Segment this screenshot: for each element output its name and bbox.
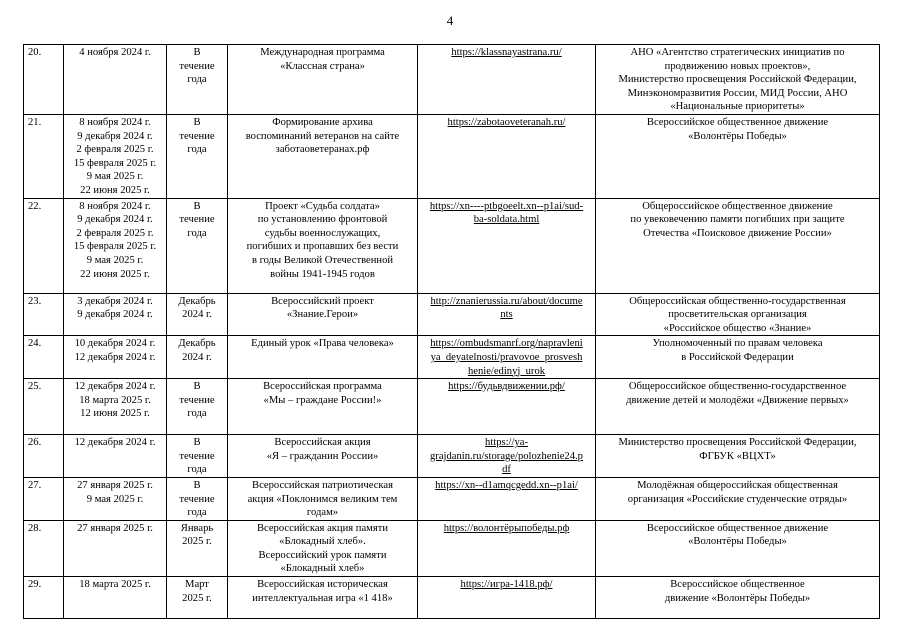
events-table bbox=[23, 44, 880, 619]
period-cell bbox=[167, 198, 228, 293]
text-line: Всероссийский проект bbox=[271, 295, 374, 307]
link-text-line[interactable]: df bbox=[502, 464, 511, 476]
text-line: 15 февраля 2025 г. bbox=[73, 241, 157, 253]
text-line: 8 ноября 2024 г. bbox=[79, 200, 151, 212]
text-line: «Волонтёры Победы» bbox=[688, 536, 787, 548]
text-line: воспоминаний ветеранов на сайте bbox=[245, 130, 400, 142]
text-line: Международная программа bbox=[260, 47, 385, 58]
text-line: течение bbox=[179, 130, 215, 142]
text-line: течение bbox=[179, 394, 215, 406]
link-text-line[interactable]: https://ombudsmanrf.org/napravleni bbox=[430, 338, 583, 350]
text-line: интеллектуальная игра «1 418» bbox=[252, 592, 393, 604]
website-link-cell[interactable] bbox=[418, 198, 596, 293]
period-cell bbox=[167, 577, 228, 619]
link-text-line[interactable]: https://ya- bbox=[485, 437, 528, 449]
text-line: В bbox=[193, 47, 201, 58]
dates-cell bbox=[64, 336, 167, 379]
text-line: 2024 г. bbox=[182, 351, 212, 363]
text-line: годам» bbox=[306, 507, 339, 519]
event-name-cell bbox=[228, 115, 418, 199]
text-line: Всероссийская программа bbox=[263, 381, 382, 393]
dates-cell bbox=[64, 293, 167, 336]
text-line: года bbox=[187, 408, 207, 420]
link-text-line[interactable]: https://xn----ptbgoeelt.xn--p1ai/sud- bbox=[429, 200, 584, 212]
organizer-cell bbox=[596, 115, 880, 199]
text-line: 2025 г. bbox=[182, 536, 212, 548]
text-line: Всероссийская патриотическая bbox=[252, 479, 393, 491]
table-row bbox=[24, 379, 880, 435]
text-line: 2025 г. bbox=[182, 592, 212, 604]
table-row bbox=[24, 336, 880, 379]
text-line: 12 декабря 2024 г. bbox=[74, 351, 156, 363]
text-line: года bbox=[187, 464, 207, 476]
organizer-cell bbox=[596, 435, 880, 478]
period-cell bbox=[167, 45, 228, 115]
link-text-line[interactable]: henie/edinyj_urok bbox=[467, 365, 546, 377]
text-line: В bbox=[193, 437, 201, 449]
text-line: 3 декабря 2024 г. bbox=[77, 295, 153, 307]
row-number-cell: 27. bbox=[24, 477, 64, 520]
text-line: года bbox=[187, 144, 207, 156]
dates-cell bbox=[64, 577, 167, 619]
row-number-cell: 20. bbox=[24, 45, 64, 115]
text-line: 15 февраля 2025 г. bbox=[73, 157, 157, 169]
text-line: Молодёжная общероссийская общественная bbox=[637, 479, 838, 491]
text-line: 2024 г. bbox=[182, 309, 212, 321]
row-number-cell: 26. bbox=[24, 435, 64, 478]
text-line: Январь bbox=[180, 522, 214, 534]
event-name-cell bbox=[228, 577, 418, 619]
text-line: 2 февраля 2025 г. bbox=[76, 227, 154, 239]
event-name-cell bbox=[228, 379, 418, 435]
text-line: 8 ноября 2024 г. bbox=[79, 117, 151, 128]
text-line: 9 декабря 2024 г. bbox=[77, 130, 153, 142]
link-text-line[interactable]: https://zabotaoveteranah.ru/ bbox=[447, 117, 566, 128]
text-line: в Российской Федерации bbox=[681, 351, 794, 363]
link-text-line[interactable]: nts bbox=[500, 309, 513, 321]
link-text-line[interactable]: https://xn--d1amqcgedd.xn--p1ai/ bbox=[435, 479, 578, 491]
text-line: 9 декабря 2024 г. bbox=[77, 309, 153, 321]
text-line: 27 января 2025 г. bbox=[77, 479, 153, 491]
organizer-cell bbox=[596, 477, 880, 520]
text-line: В bbox=[193, 381, 201, 393]
text-line: Формирование архива bbox=[272, 117, 373, 128]
text-line: войны 1941-1945 годов bbox=[270, 268, 375, 280]
text-line: В bbox=[193, 117, 201, 128]
text-line: судьбы военнослужащих, bbox=[264, 227, 381, 239]
row-number-cell: 22. bbox=[24, 198, 64, 293]
text-line: «Я – гражданин России» bbox=[266, 450, 379, 462]
text-line: В bbox=[193, 479, 201, 491]
website-link-cell[interactable] bbox=[418, 577, 596, 619]
link-text-line[interactable]: ya_deyatelnosti/pravovoe_prosvesh bbox=[430, 351, 583, 363]
table-row bbox=[24, 198, 880, 293]
event-name-cell bbox=[228, 477, 418, 520]
text-line: «Блокадный хлеб» bbox=[280, 563, 365, 575]
text-line: 12 декабря 2024 г. bbox=[74, 381, 156, 393]
row-number-cell: 23. bbox=[24, 293, 64, 336]
text-line: 9 мая 2025 г. bbox=[86, 171, 144, 183]
row-number-cell: 28. bbox=[24, 520, 64, 576]
text-line: Уполномоченный по правам человека bbox=[652, 338, 823, 350]
text-line: Всероссийское общественное движение bbox=[646, 117, 829, 128]
text-line: течение bbox=[179, 214, 215, 226]
text-line: года bbox=[187, 74, 207, 86]
text-line: Декабрь bbox=[178, 338, 216, 350]
link-text-line[interactable]: https://игра-1418.рф/ bbox=[460, 579, 553, 591]
text-line: ФГБУК «ВЦХТ» bbox=[699, 450, 776, 462]
dates-cell bbox=[64, 45, 167, 115]
text-line: Всероссийское общественное bbox=[670, 579, 805, 591]
dates-cell bbox=[64, 477, 167, 520]
dates-cell bbox=[64, 115, 167, 199]
text-line: Декабрь bbox=[178, 295, 216, 307]
text-line: акция «Поклонимся великим тем bbox=[247, 493, 398, 505]
row-number-cell: 24. bbox=[24, 336, 64, 379]
dates-cell bbox=[64, 520, 167, 576]
text-line: 9 декабря 2024 г. bbox=[77, 214, 153, 226]
text-line: «Знание.Герои» bbox=[286, 309, 359, 321]
website-link-cell[interactable] bbox=[418, 115, 596, 199]
text-line: в годы Великой Отечественной bbox=[251, 254, 394, 266]
text-line: Всероссийский урок памяти bbox=[258, 549, 387, 561]
text-line: Общероссийская общественно-государственная bbox=[629, 295, 846, 307]
dates-cell bbox=[64, 198, 167, 293]
text-line: Март bbox=[185, 579, 209, 591]
link-text-line[interactable]: https://будьвдвижении.рф/ bbox=[448, 381, 565, 393]
organizer-cell bbox=[596, 520, 880, 576]
text-line: заботаоветеранах.рф bbox=[275, 144, 370, 156]
event-name-cell bbox=[228, 435, 418, 478]
period-cell bbox=[167, 115, 228, 199]
link-text-line[interactable]: https://волонтёрыпобеды.рф bbox=[443, 522, 570, 534]
text-line: года bbox=[187, 507, 207, 519]
text-line: по увековечению памяти погибших при защите bbox=[630, 214, 845, 226]
website-link-cell[interactable] bbox=[418, 435, 596, 478]
link-text-line[interactable]: ba-soldata.html bbox=[473, 214, 540, 226]
text-line: течение bbox=[179, 60, 215, 72]
text-line: 9 мая 2025 г. bbox=[86, 493, 144, 505]
text-line: «Блокадный хлеб». bbox=[279, 536, 366, 548]
text-line: организация «Российские студенческие отряды» bbox=[627, 493, 848, 505]
organizer-cell bbox=[596, 45, 880, 115]
organizer-cell bbox=[596, 198, 880, 293]
dates-cell bbox=[64, 435, 167, 478]
text-line: «Российское общество «Знание» bbox=[663, 322, 812, 334]
row-number-cell: 21. bbox=[24, 115, 64, 199]
organizer-cell bbox=[596, 577, 880, 619]
table-row bbox=[24, 435, 880, 478]
table-row bbox=[24, 45, 880, 115]
events-table-body bbox=[24, 45, 880, 619]
text-line: 9 мая 2025 г. bbox=[86, 254, 144, 266]
row-number-cell: 25. bbox=[24, 379, 64, 435]
text-line: 22 июня 2025 г. bbox=[80, 268, 150, 280]
text-line: Министерство просвещения Российской Федерации, bbox=[618, 74, 857, 86]
text-line: Отечества «Поисковое движение России» bbox=[643, 227, 832, 239]
text-line: течение bbox=[179, 450, 215, 462]
text-line: по установлению фронтовой bbox=[257, 214, 388, 226]
text-line: Минэкономразвития России, МИД России, АНО bbox=[627, 87, 848, 99]
text-line: Проект «Судьба солдата» bbox=[265, 200, 380, 212]
text-line: 27 января 2025 г. bbox=[77, 522, 153, 534]
table-row bbox=[24, 115, 880, 199]
table-row bbox=[24, 293, 880, 336]
text-line: движение детей и молодёжи «Движение первых» bbox=[626, 394, 849, 406]
table-row bbox=[24, 477, 880, 520]
period-cell bbox=[167, 520, 228, 576]
text-line: 22 июня 2025 г. bbox=[80, 184, 150, 196]
website-link-cell[interactable] bbox=[418, 336, 596, 379]
text-line: «Мы – граждане России!» bbox=[263, 394, 382, 406]
row-number-cell: 29. bbox=[24, 577, 64, 619]
text-line: 10 декабря 2024 г. bbox=[74, 338, 156, 350]
text-line: просветительская организация bbox=[668, 309, 807, 321]
website-link-cell[interactable] bbox=[418, 45, 596, 115]
text-line: 18 марта 2025 г. bbox=[79, 579, 151, 591]
event-name-cell bbox=[228, 520, 418, 576]
text-line: В bbox=[193, 200, 201, 212]
text-line: «Национальные приоритеты» bbox=[670, 101, 805, 113]
text-line: Всероссийское общественное движение bbox=[646, 522, 829, 534]
website-link-cell[interactable] bbox=[418, 520, 596, 576]
website-link-cell[interactable] bbox=[418, 477, 596, 520]
text-line: Министерство просвещения Российской Федерации, bbox=[618, 437, 857, 449]
text-line: года bbox=[187, 227, 207, 239]
period-cell bbox=[167, 435, 228, 478]
text-line: продвижению новых проектов», bbox=[664, 60, 811, 72]
text-line: 2 февраля 2025 г. bbox=[76, 144, 154, 156]
table-row bbox=[24, 577, 880, 619]
link-text-line[interactable]: http://znanierussia.ru/about/docume bbox=[430, 295, 583, 307]
organizer-cell bbox=[596, 379, 880, 435]
text-line: Всероссийская акция памяти bbox=[256, 522, 389, 534]
text-line: АНО «Агентство стратегических инициатив по bbox=[630, 47, 845, 58]
event-name-cell bbox=[228, 198, 418, 293]
event-name-cell bbox=[228, 336, 418, 379]
text-line: 12 декабря 2024 г. bbox=[74, 437, 156, 449]
text-line: погибших и пропавших без вести bbox=[246, 241, 399, 253]
period-cell bbox=[167, 336, 228, 379]
table-row bbox=[24, 520, 880, 576]
link-text-line[interactable]: grajdanin.ru/storage/polozhenie24.p bbox=[430, 450, 583, 462]
text-line: 18 марта 2025 г. bbox=[79, 394, 151, 406]
text-line: Общероссийское общественно-государственное bbox=[628, 381, 847, 393]
website-link-cell[interactable] bbox=[418, 293, 596, 336]
period-cell bbox=[167, 293, 228, 336]
link-text-line[interactable]: https://klassnayastrana.ru/ bbox=[451, 47, 562, 58]
text-line: «Классная страна» bbox=[280, 60, 365, 72]
text-line: «Волонтёры Победы» bbox=[688, 130, 787, 142]
text-line: движение «Волонтёры Победы» bbox=[664, 592, 811, 604]
dates-cell bbox=[64, 379, 167, 435]
website-link-cell[interactable] bbox=[418, 379, 596, 435]
text-line: Общероссийское общественное движение bbox=[642, 200, 833, 212]
period-cell bbox=[167, 379, 228, 435]
period-cell bbox=[167, 477, 228, 520]
text-line: 4 ноября 2024 г. bbox=[79, 47, 151, 58]
text-line: Всероссийская акция bbox=[274, 437, 371, 449]
text-line: течение bbox=[179, 493, 215, 505]
page-number: 4 bbox=[446, 13, 454, 28]
event-name-cell bbox=[228, 293, 418, 336]
text-line: Единый урок «Права человека» bbox=[251, 338, 394, 350]
organizer-cell bbox=[596, 293, 880, 336]
text-line: Всероссийская историческая bbox=[257, 579, 388, 591]
event-name-cell bbox=[228, 45, 418, 115]
text-line: 12 июня 2025 г. bbox=[80, 408, 150, 420]
organizer-cell bbox=[596, 336, 880, 379]
